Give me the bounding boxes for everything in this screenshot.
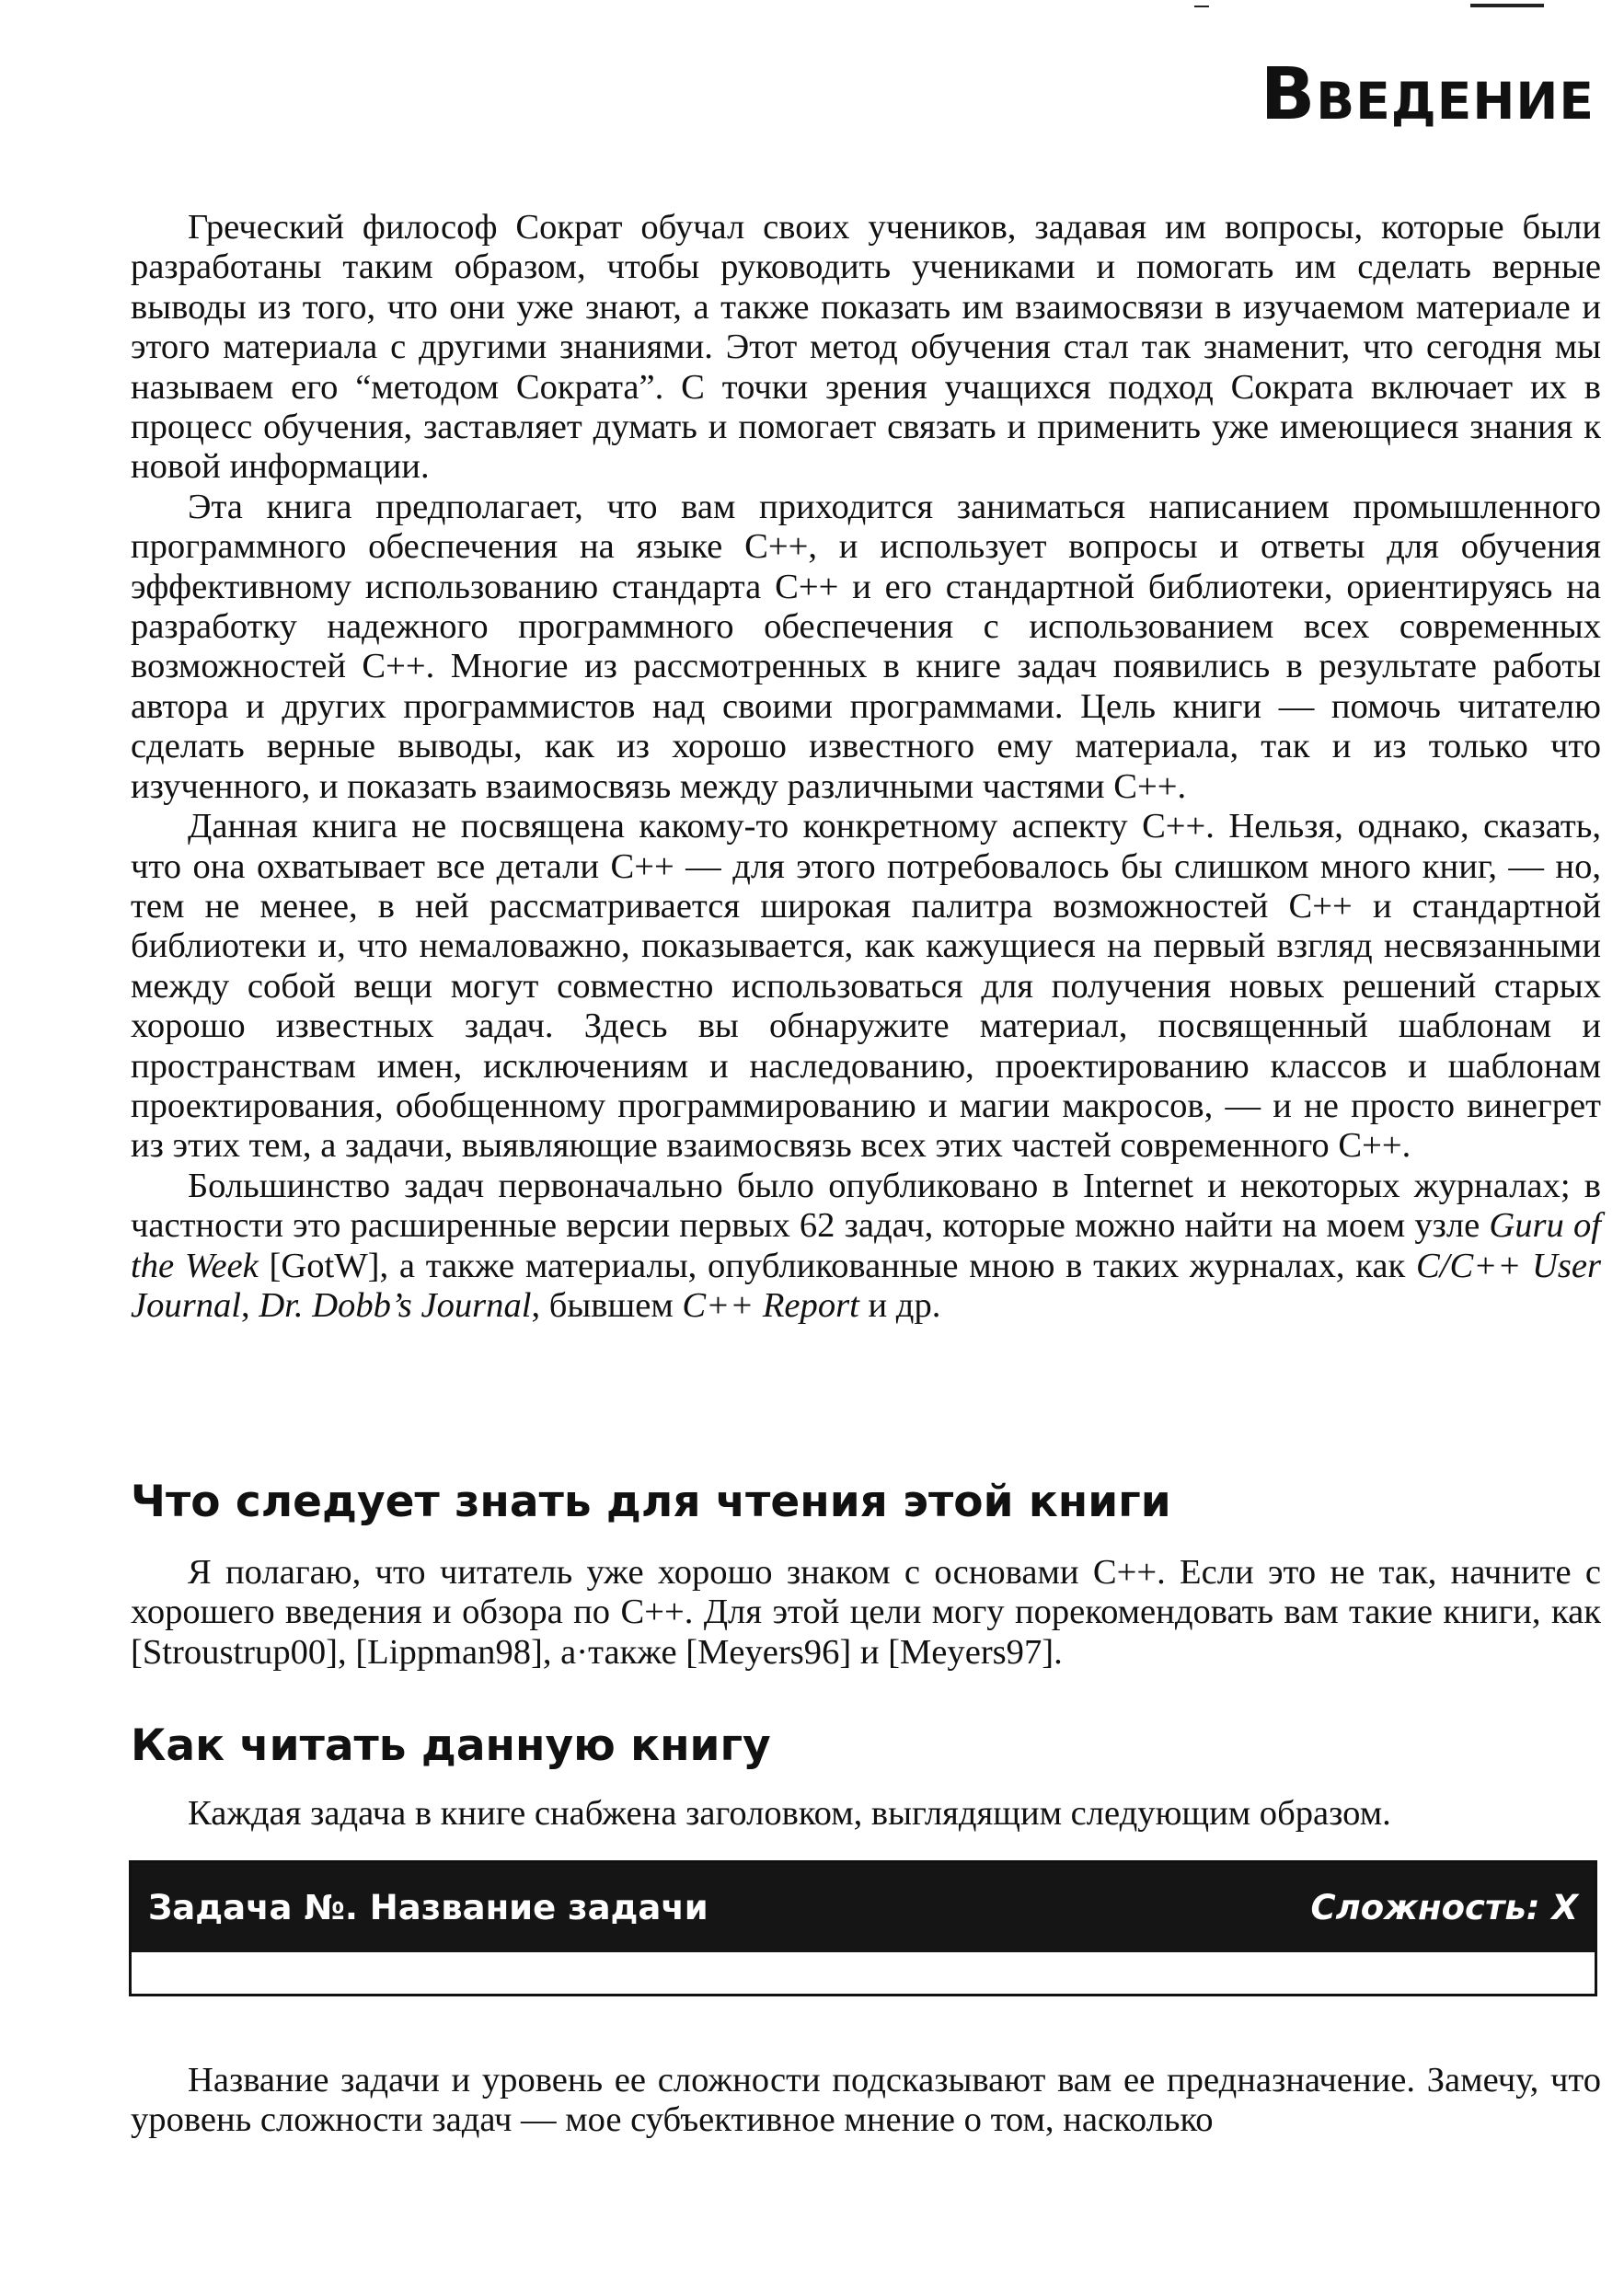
intro-paragraph-3: Данная книга не посвящена какому-то конкретному аспекту C++. Нельзя, однако, сказать, что она охватывает все детали C++ — для этого потребовалось бы слишком много книг, — но, тем не менее, в ней рассматривается широкая палитра возможностей C++ и стандартной библиотеки и, что немаловажно, показывается, как кажущиеся на первый взгляд несвязанными между собой вещи могут совместно использоваться для получения новых решений старых хорошо известных задач. Здесь вы обнаружите материал, посвященный шаблонам и пространствам имен, исключениям и наследованию, проектированию классов и шаблонам проектирования, обобщенному программированию и магии макросов, — и не просто винегрет из этих тем, а задачи, выявляющие взаимосвязь всех этих частей современного C++. <box>131 807 1601 1166</box>
task-header-bar <box>132 1863 1595 1952</box>
title-cpp-report: C++ Report <box>682 1285 859 1325</box>
chapter-title: Введение <box>1260 53 1595 136</box>
title-cuj: C/C++ User Journal <box>131 1246 1601 1325</box>
title-ddj: Dr. Dobb’s Journal <box>259 1285 532 1325</box>
task-difficulty: Сложность: X <box>1310 1888 1578 1927</box>
scan-mark <box>1470 4 1544 7</box>
how-to-read-paragraph: Каждая задача в книге снабжена заголовком, выглядящим следующим образом. <box>188 1794 1391 1833</box>
how-to-read-section <box>131 1794 1601 1834</box>
task-title: Задача №. Название задачи <box>148 1888 708 1927</box>
prerequisites-section <box>131 1553 1601 1673</box>
intro-section <box>131 208 1601 1326</box>
text-run: , бывшем <box>531 1285 683 1325</box>
scan-mark <box>1194 6 1209 7</box>
after-box-paragraph: Название задачи и уровень ее сложности подсказывают вам ее предназначение. Замечу, что уровень сложности задач — мое субъективное мнение о том, насколько <box>131 2061 1601 2140</box>
text-run: [GotW], а также материалы, опубликованные мною в таких журналах, как <box>258 1246 1417 1285</box>
title-guru-of-the-week: Guru of the Week <box>131 1206 1601 1285</box>
task-body <box>132 1952 1595 1994</box>
prerequisites-paragraph: Я полагаю, что читатель уже хорошо знаком с основами C++. Если это не так, начните с хорошего введения и обзора по C++. Для этой цели могу порекомендовать вам такие книги, как [Stroustrup00], [Lippman98], а·также [Meyers96] и [Meyers97]. <box>131 1553 1601 1672</box>
text-run: , <box>241 1285 259 1325</box>
intro-paragraph-1: Греческий философ Сократ обучал своих учеников, задавая им вопросы, которые были разработаны таким образом, чтобы руководить учениками и помогать им сделать верные выводы из того, что они уже знают, а также показать им взаимосвязи в изучаемом материале и этого материала с другими знаниями. Этот метод обучения стал так знаменит, что сегодня мы называем его “методом Сократа”. С точки зрения учащихся подход Сократа включает их в процесс обучения, заставляет думать и помогает связать и применить уже имеющиеся знания к новой информации. <box>131 208 1601 487</box>
section-heading-how-to-read: Как читать данную книгу <box>131 1720 771 1771</box>
after-box-section <box>131 2061 1601 2141</box>
intro-paragraph-4 <box>131 1167 1601 1327</box>
intro-paragraph-2: Эта книга предполагает, что вам приходится заниматься написанием промышленного программного обеспечения на языке C++, и использует вопросы и ответы для обучения эффективному использованию стандарта C++ и его стандартной библиотеки, ориентируясь на разработку надежного программного обеспечения с использованием всех современных возможностей C++. Многие из рассмотренных в книге задач появились в результате работы автора и других программистов над своими программами. Цель книги — помочь читателю сделать верные выводы, как из хорошо известного ему материала, так и из только что изученного, и показать взаимосвязь между различными частями C++. <box>131 487 1601 806</box>
section-heading-prerequisites: Что следует знать для чтения этой книги <box>131 1477 1171 1527</box>
text-run: Большинство задач первоначально было опубликовано в Internet и некоторых журналах; в частности это расширенные версии первых 62 задач, которые можно найти на моем узле <box>131 1166 1601 1246</box>
text-run: и др. <box>858 1285 941 1325</box>
task-header-sample <box>129 1860 1597 1996</box>
